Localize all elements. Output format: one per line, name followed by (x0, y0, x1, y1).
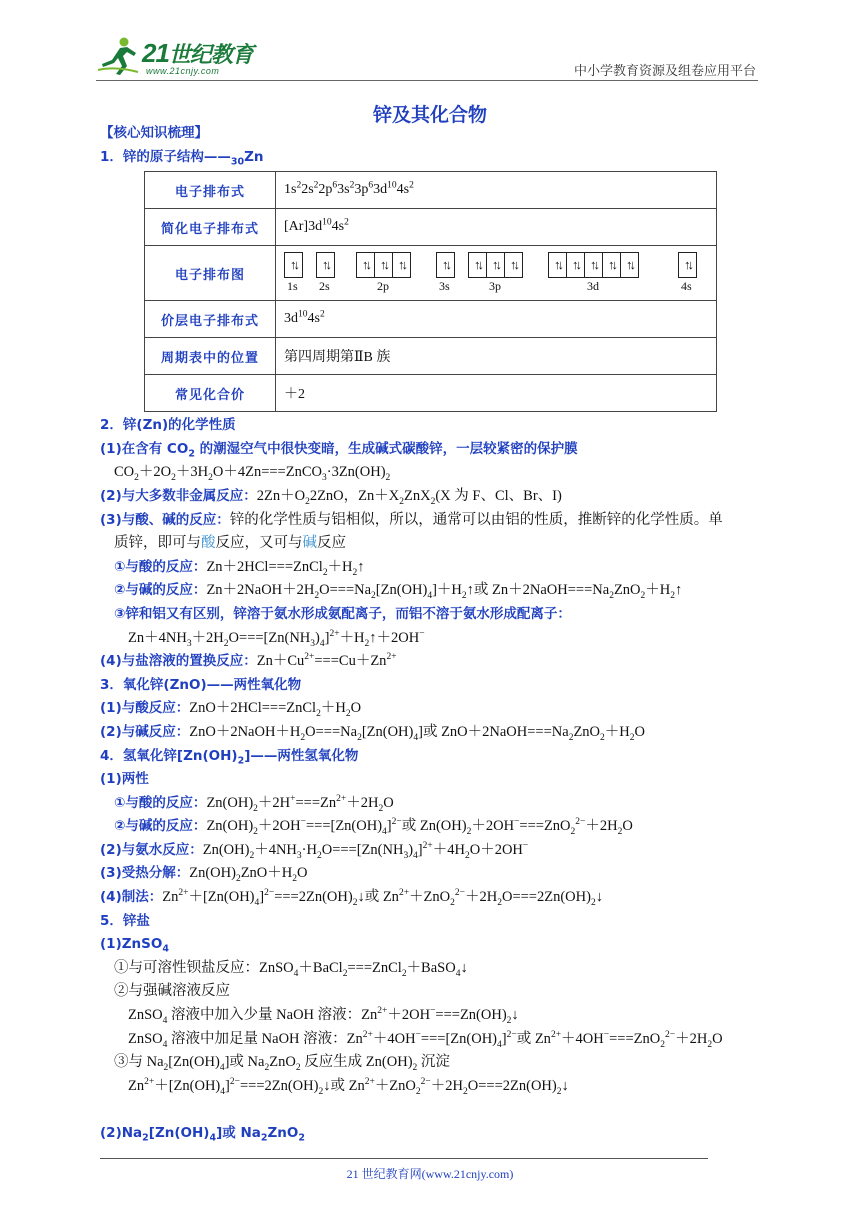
orbital-box: ↑↓ (487, 253, 505, 277)
text-line (100, 1098, 768, 1122)
table-row (145, 172, 717, 209)
text-line: (2)与氨水反应：$Zn(OH)_2+4NH_3\cdot H_2O===[Zn(NH_3)_4]^{2+}+4H_2O+2OH^-$ (100, 841, 529, 861)
logo-text: 21世纪教育 (142, 38, 253, 68)
text-line: ③与 $Na_2[Zn(OH)_4]$或 $Na_2ZnO_2$ 反应生成 $Zn(OH)_2$ 沉淀 (114, 1054, 450, 1074)
orbital-box-group (548, 252, 639, 278)
orbital-box: ↑↓ (290, 257, 297, 273)
text-line: 5．锌盐 (100, 912, 150, 929)
text-line: (3)受热分解：$Zn(OH)_2ZnO+H_2O$ (100, 865, 308, 885)
orbital-box-group (468, 252, 523, 278)
text-line: $CO_2+2O_2+3H_2O+4Zn===ZnCO_3\cdot 3Zn(OH)_2$ (114, 464, 391, 484)
orbital-box-group (436, 252, 455, 278)
text-line: ①与酸的反应：$Zn+2HCl===ZnCl_2+H_2↑$ (114, 558, 365, 578)
table-row (145, 375, 717, 412)
footer-divider (100, 1158, 708, 1159)
text-line: 质锌，即可与酸反应，又可与碱反应 (114, 535, 346, 552)
header-platform-text: 中小学教育资源及组卷应用平台 (573, 63, 756, 78)
table-row (145, 246, 717, 301)
orbital-label: 3s (439, 279, 450, 294)
text-line: (1)ZnSO$_4$ (100, 936, 169, 955)
orbital-label: 1s (287, 279, 298, 294)
text-line: ②与强碱溶液反应 (114, 983, 230, 1000)
orbital-box: ↑↓ (357, 253, 375, 277)
text-line: (2)与碱反应：$ZnO+2NaOH+H_2O===Na_2[Zn(OH)_4]$或 $ZnO+2NaOH===Na_2ZnO_2+H_2O$ (100, 723, 645, 743)
orbital-label: 2p (377, 279, 389, 294)
table-cell-value: $1s^22s^22p^63s^23p^63d^{10}4s^2$ (276, 172, 717, 209)
text-line: ②与碱的反应：$Zn(OH)_2+2OH^-===[Zn(OH)_4]^{2-}$或 $Zn(OH)_2+2OH^-===ZnO_2^{2-}+2H_2O$ (114, 817, 633, 838)
table-cell-label: 周期表中的位置 (145, 338, 276, 375)
document-body (100, 122, 768, 1146)
text-line: (4)制法：$Zn^{2+}+[Zn(OH)_4]^{2-}===2Zn(OH)_2↓$或 $Zn^{2+}+ZnO_2^{2-}+2H_2O===2Zn(OH)_2↓$ (100, 888, 603, 908)
table-cell-value: $[Ar]3d^{10}4s^2$ (276, 209, 717, 246)
text-line: $Zn+4NH_3+2H_2O===[Zn(NH_3)_4]^{2+}+H_2↑+2OH^-$ (128, 628, 425, 649)
orbital-box: ↑↓ (626, 257, 633, 273)
footer-text: 21 世纪教育网(www.21cnjy.com) (346, 1167, 514, 1181)
text-line: ③锌和铝又有区别，锌溶于氨水形成氨配离子，而铝不溶于氨水形成配离子： (114, 605, 571, 622)
text-line: (3)与酸、碱的反应：锌的化学性质与铝相似，所以，通常可以由铝的性质，推断锌的化学性质。单 (100, 511, 723, 528)
text-line: ①与酸的反应：$Zn(OH)_2+2H^+===Zn^{2+}+2H_2O$ (114, 793, 394, 814)
orbital-box: ↑↓ (684, 257, 691, 273)
orbital-box: ↑↓ (469, 253, 487, 277)
text-line: $(2)Na_2[Zn(OH)_4]$或 $Na_2ZnO_2$ (100, 1125, 306, 1144)
text-line: ZnSO$_4$ 溶液中加入少量 NaOH 溶液：$Zn^{2+}+2OH^-===Zn(OH)_2↓$ (128, 1006, 519, 1026)
orbital-label: 2s (319, 279, 330, 294)
text-line: ②与碱的反应：$Zn+2NaOH+2H_2O===Na_2[Zn(OH)_4]+H_2↑$或 $Zn+2NaOH===Na_2ZnO_2+H_2↑$ (114, 582, 683, 602)
table-row (145, 301, 717, 338)
header-divider (96, 80, 758, 81)
text-line: (1)在含有 $CO_2$ 的潮湿空气中很快变暗，生成碱式碳酸锌，一层较紧密的保护膜 (100, 440, 578, 460)
orbital-box-group (316, 252, 335, 278)
orbital-label: 3d (587, 279, 599, 294)
s1-heading: 1．锌的原子结构$——_{30}Zn$ (100, 148, 264, 168)
orbital-label: 4s (681, 279, 692, 294)
document-lines (100, 414, 768, 1145)
orbital-label: 3p (489, 279, 501, 294)
orbital-box: ↑↓ (603, 253, 621, 277)
text-line: (4)与盐溶液的置换反应：$Zn+Cu^{2+}===Cu+Zn^{2+}$ (100, 652, 397, 670)
table-cell-value: 第四周期第ⅡB 族 (276, 338, 717, 375)
table-cell-label: 价层电子排布式 (145, 301, 276, 338)
zinc-structure-table (144, 171, 717, 412)
text-line: (1)两性 (100, 771, 149, 788)
orbital-box: ↑↓ (585, 253, 603, 277)
table-row (145, 209, 717, 246)
text-line: 3．氧化锌(ZnO)——两性氧化物 (100, 676, 302, 693)
runner-icon (96, 36, 140, 76)
text-line: (1)与酸反应：$ZnO+2HCl===ZnCl_2+H_2O$ (100, 700, 362, 720)
table-row (145, 338, 717, 375)
section-heading: 【核心知识梳理】 (100, 125, 208, 141)
logo-url: www.21cnjy.com (146, 66, 220, 76)
text-line: ①与可溶性钡盐反应：ZnSO$_4$＋BaCl$_2$===ZnCl$_2$＋BaSO$_4$↓ (114, 959, 468, 979)
orbital-box: ↑↓ (398, 257, 405, 273)
text-line: 4．氢氧化锌$[Zn(OH)_2]——$两性氢氧化物 (100, 747, 359, 767)
orbital-box-group (356, 252, 411, 278)
orbital-box: ↑↓ (567, 253, 585, 277)
table-cell-label: 电子排布式 (145, 172, 276, 209)
site-logo (96, 36, 266, 80)
orbital-box: ↑↓ (322, 257, 329, 273)
page-title: 锌及其化合物 (372, 104, 487, 126)
orbital-box-group (678, 252, 697, 278)
orbital-diagram (280, 248, 712, 298)
table-cell-label: 简化电子排布式 (145, 209, 276, 246)
table-cell-value: $3d^{10}4s^2$ (276, 301, 717, 338)
orbital-box-group (284, 252, 303, 278)
text-line: (2)与大多数非金属反应：$2Zn+O_22ZnO$，$Zn+X_2ZnX_2(X$ 为 F、Cl、Br、I) (100, 487, 562, 507)
text-line: $Zn^{2+}+[Zn(OH)_4]^{2-}===2Zn(OH)_2↓$或 $Zn^{2+}+ZnO_2^{2-}+2H_2O===2Zn(OH)_2↓$ (128, 1076, 569, 1097)
text-line: ZnSO$_4$ 溶液中加足量 NaOH 溶液：$Zn^{2+}+4OH^-===[Zn(OH)_4]^{2-}$或 $Zn^{2+}+4OH^-===ZnO_2^{2-}+2H_2O$ (128, 1029, 723, 1050)
orbital-box: ↑↓ (375, 253, 393, 277)
table-cell-value: ＋2 (276, 375, 717, 412)
table-cell-label: 电子排布图 (145, 246, 276, 301)
orbital-diagram-cell (276, 246, 717, 301)
orbital-box: ↑↓ (510, 257, 517, 273)
text-line: 2．锌(Zn)的化学性质 (100, 417, 236, 434)
orbital-box: ↑↓ (442, 257, 449, 273)
table-cell-label: 常见化合价 (145, 375, 276, 412)
orbital-box: ↑↓ (549, 253, 567, 277)
